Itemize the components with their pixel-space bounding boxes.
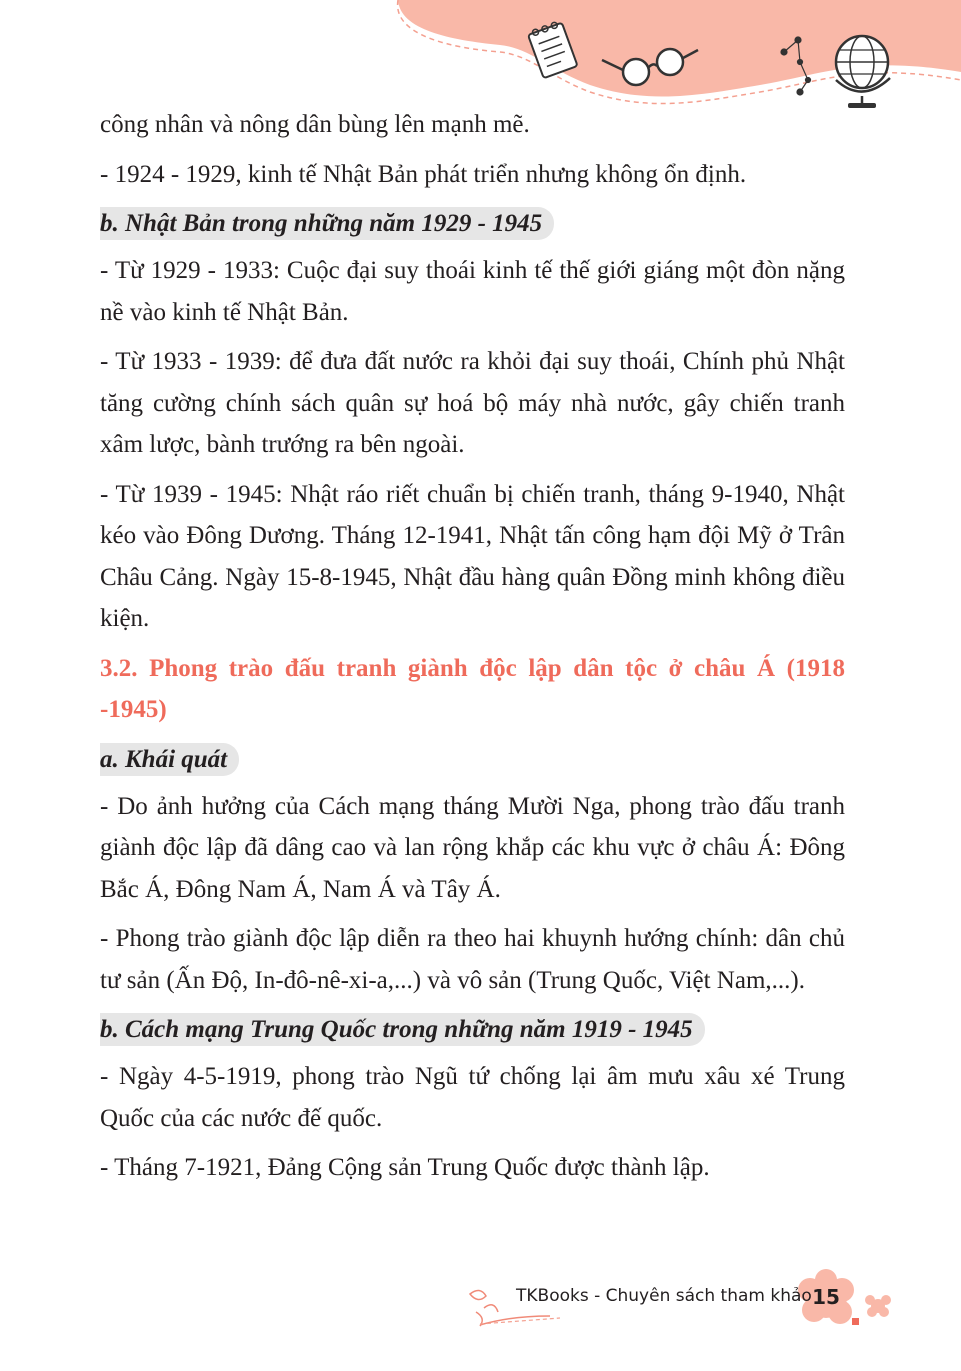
paragraph: - Từ 1929 - 1933: Cuộc đại suy thoái kinh tế thế giới giáng một đòn nặng nề vào kinh tế Nhật Bản. [100, 257, 845, 326]
small-flower-icon [852, 1295, 891, 1325]
paragraph: - Từ 1933 - 1939: để đưa đất nước ra khỏi đại suy thoái, Chính phủ Nhật tăng cường chính sách quân sự hoá bộ máy nhà nước, gây chiến tranh xâm lược, bành trướng ra bên ngoài. [100, 348, 845, 458]
subheading-japan-1929-1945: b. Nhật Bản trong những năm 1929 - 1945 [100, 207, 554, 240]
paragraph: - Ngày 4-5-1919, phong trào Ngũ tứ chống lại âm mưu xâu xé Trung Quốc của các nước đế quốc. [100, 1063, 845, 1132]
page-content [100, 104, 845, 1197]
paragraph: công nhân và nông dân bùng lên mạnh mẽ. [100, 111, 530, 138]
paragraph: - Do ảnh hưởng của Cách mạng tháng Mười Nga, phong trào đấu tranh giành độc lập đã dâng cao và lan rộng khắp các khu vực ở châu Á: Đông Bắc Á, Đông Nam Á, Nam Á và Tây Á. [100, 792, 845, 903]
paragraph: - Tháng 7-1921, Đảng Cộng sản Trung Quốc được thành lập. [100, 1154, 710, 1181]
footer-decoration [0, 1268, 961, 1371]
paragraph: - Từ 1939 - 1945: Nhật ráo riết chuẩn bị chiến tranh, tháng 9-1940, Nhật kéo vào Đông Dương. Tháng 12-1941, Nhật tấn công hạm đội Mỹ ở Trân Châu Cảng. Ngày 15-8-1945, Nhật đầu hàng quân Đồng minh không điều kiện. [100, 480, 845, 632]
page-number: 15 [812, 1285, 840, 1309]
globe-icon [836, 36, 890, 108]
subheading-overview: a. Khái quát [100, 743, 239, 776]
subheading-china-revolution: b. Cách mạng Trung Quốc trong những năm 1919 - 1945 [100, 1013, 705, 1046]
section-heading-3-2: 3.2. Phong trào đấu tranh giành độc lập dân tộc ở châu Á (1918 -1945) [100, 654, 845, 723]
header-decoration [0, 0, 961, 120]
paragraph: - Phong trào giành độc lập diễn ra theo hai khuynh hướng chính: dân chủ tư sản (Ấn Độ, In-đô-nê-xi-a,...) và vô sản (Trung Quốc, Việt Nam,...). [100, 925, 845, 994]
footer-brand: TKBooks - Chuyên sách tham khảo [516, 1286, 812, 1306]
paragraph: - 1924 - 1929, kinh tế Nhật Bản phát triển nhưng không ổn định. [100, 160, 747, 188]
